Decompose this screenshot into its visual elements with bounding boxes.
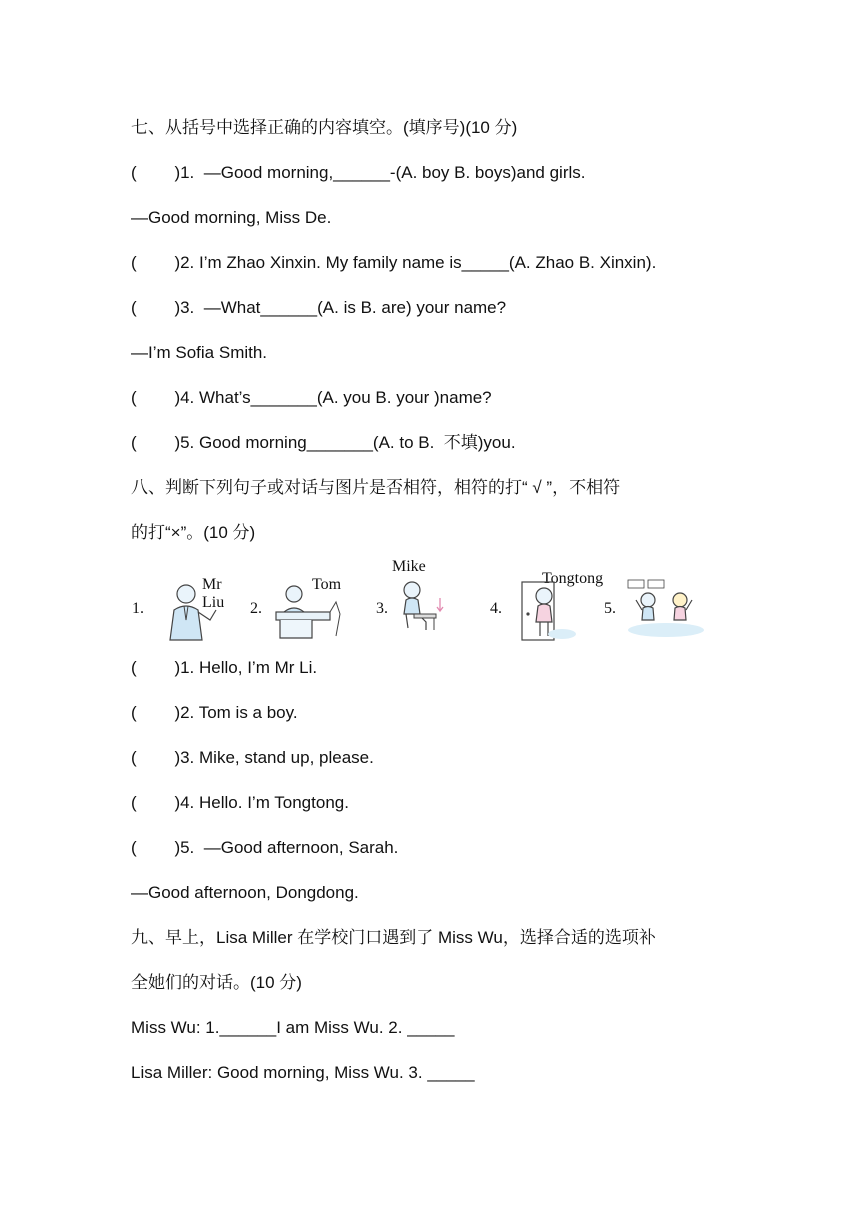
section-8-title-line-1: 八、判断下列句子或对话与图片是否相符，相符的打“ √ ”，不相符 xyxy=(131,478,621,497)
section-7-line-7: ( )5. Good morning_______(A. to B. 不填)you. xyxy=(131,433,516,452)
section-8-line-4: ( )4. Hello. I’m Tongtong. xyxy=(131,793,349,812)
section-7-line-4: ( )3. —What______(A. is B. are) your name? xyxy=(131,298,507,317)
section-8-title-line-2: 的打“×”。(10 分) xyxy=(131,523,256,542)
section-7-title: 七、从括号中选择正确的内容填空。(填序号)(10 分) xyxy=(131,118,518,137)
section-9-title-line-2: 全她们的对话。(10 分) xyxy=(131,973,302,992)
picture-1-number: 1. xyxy=(132,600,144,617)
two-children-greeting-icon xyxy=(626,578,706,638)
section-8-line-5: ( )5. —Good afternoon, Sarah. xyxy=(131,838,399,857)
section-7-line-2: —Good morning, Miss De. xyxy=(131,208,332,227)
picture-3-number: 3. xyxy=(376,600,388,617)
boy-at-desk-icon xyxy=(272,578,344,640)
section-8-line-6: —Good afternoon, Dongdong. xyxy=(131,883,359,902)
section-7-line-5: —I’m Sofia Smith. xyxy=(131,343,268,362)
section-9-line-2: Lisa Miller: Good morning, Miss Wu. 3. _____ xyxy=(131,1063,475,1082)
section-8-line-2: ( )2. Tom is a boy. xyxy=(131,703,298,722)
picture-row xyxy=(130,558,710,642)
section-7-line-6: ( )4. What’s_______(A. you B. your )name? xyxy=(131,388,492,407)
picture-3-caption: Mike xyxy=(392,558,426,575)
picture-5-number: 5. xyxy=(604,600,616,617)
boy-sitting-icon xyxy=(396,578,446,636)
picture-4-number: 4. xyxy=(490,600,502,617)
picture-2-number: 2. xyxy=(250,600,262,617)
section-7-line-3: ( )2. I’m Zhao Xinxin. My family name is_____(A. Zhao B. Xinxin). xyxy=(131,253,657,272)
picture-2-caption: Tom xyxy=(312,576,342,593)
picture-4-caption: Tongtong xyxy=(542,570,604,587)
section-8-line-3: ( )3. Mike, stand up, please. xyxy=(131,748,374,767)
section-8-line-1: ( )1. Hello, I’m Mr Li. xyxy=(131,658,318,677)
section-7-line-1: ( )1. —Good morning,______-(A. boy B. boys)and girls. xyxy=(131,163,586,182)
section-9-line-1: Miss Wu: 1.______I am Miss Wu. 2. _____ xyxy=(131,1018,455,1037)
girl-at-door-icon xyxy=(518,580,578,642)
section-9-title-line-1: 九、早上，Lisa Miller 在学校门口遇到了 Miss Wu，选择合适的选项补 xyxy=(131,928,656,947)
teacher-waving-icon xyxy=(150,580,222,642)
picture-1-caption: Mr Liu xyxy=(202,576,225,611)
